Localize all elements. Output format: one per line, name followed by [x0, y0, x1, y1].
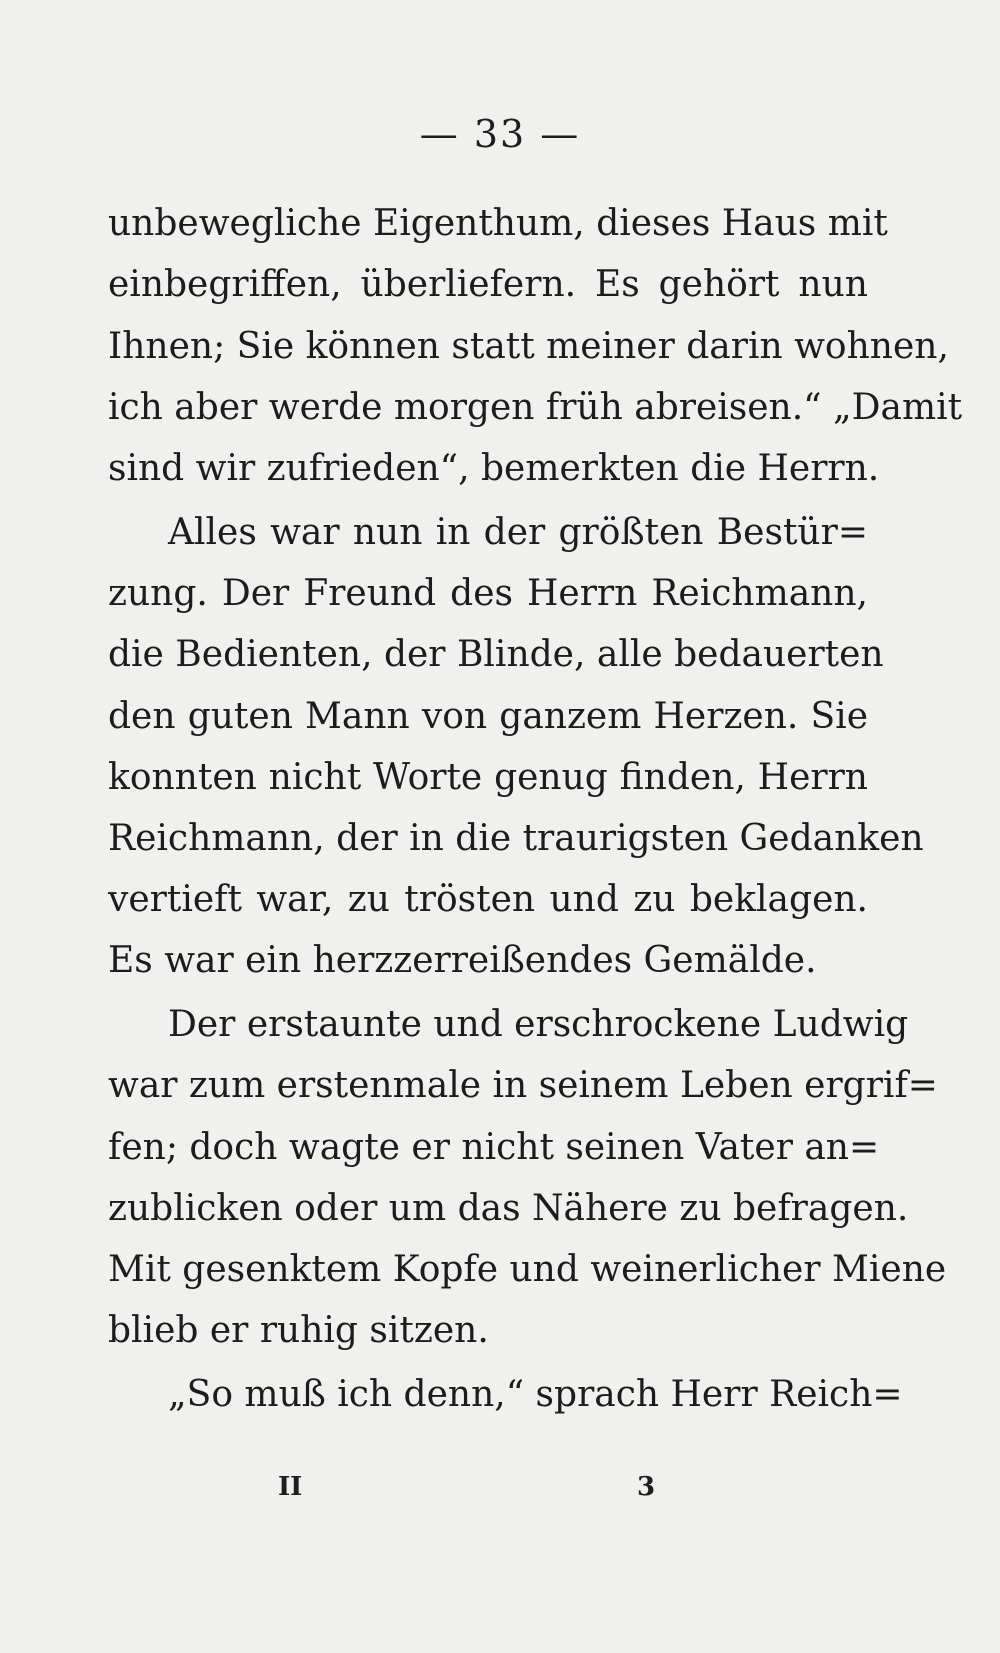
text-line: zublicken oder um das Nähere zu befragen. [108, 1188, 909, 1229]
text-line: Alles war nun in der größten Bestür= [168, 512, 868, 553]
text-line: Ihnen; Sie können statt meiner darin wohnen, [108, 326, 949, 367]
text-line: einbegriffen, überliefern. Es gehört nun [108, 264, 868, 305]
text-line: ich aber werde morgen früh abreisen.“ „Damit [108, 387, 963, 428]
text-line: Mit gesenktem Kopfe und weinerlicher Miene [108, 1249, 947, 1290]
text-line: konnten nicht Worte genug finden, Herrn [108, 757, 868, 798]
text-line: sind wir zufrieden“, bemerkten die Herrn. [108, 448, 880, 489]
page-number: — 33 — [419, 112, 581, 156]
text-line: Reichmann, der in die traurigsten Gedanken [108, 818, 924, 859]
text-line: Der erstaunte und erschrockene Ludwig [168, 1004, 909, 1045]
text-line: fen; doch wagte er nicht seinen Vater an= [108, 1127, 880, 1168]
text-line: die Bedienten, der Blinde, alle bedauerten [108, 634, 884, 675]
text-line: den guten Mann von ganzem Herzen. Sie [108, 696, 868, 737]
text-line: vertieft war, zu trösten und zu beklagen. [108, 879, 868, 920]
signature-mark-sheet: 3 [637, 1472, 656, 1502]
text-line: zung. Der Freund des Herrn Reichmann, [108, 573, 868, 614]
text-line: unbewegliche Eigenthum, dieses Haus mit [108, 203, 888, 244]
signature-mark-volume: II [278, 1472, 303, 1502]
text-line: war zum erstenmale in seinem Leben ergrif= [108, 1065, 938, 1106]
text-line: Es war ein herzzerreißendes Gemälde. [108, 940, 817, 981]
text-line: blieb er ruhig sitzen. [108, 1310, 489, 1351]
text-line: „So muß ich denn,“ sprach Herr Reich= [168, 1374, 903, 1415]
